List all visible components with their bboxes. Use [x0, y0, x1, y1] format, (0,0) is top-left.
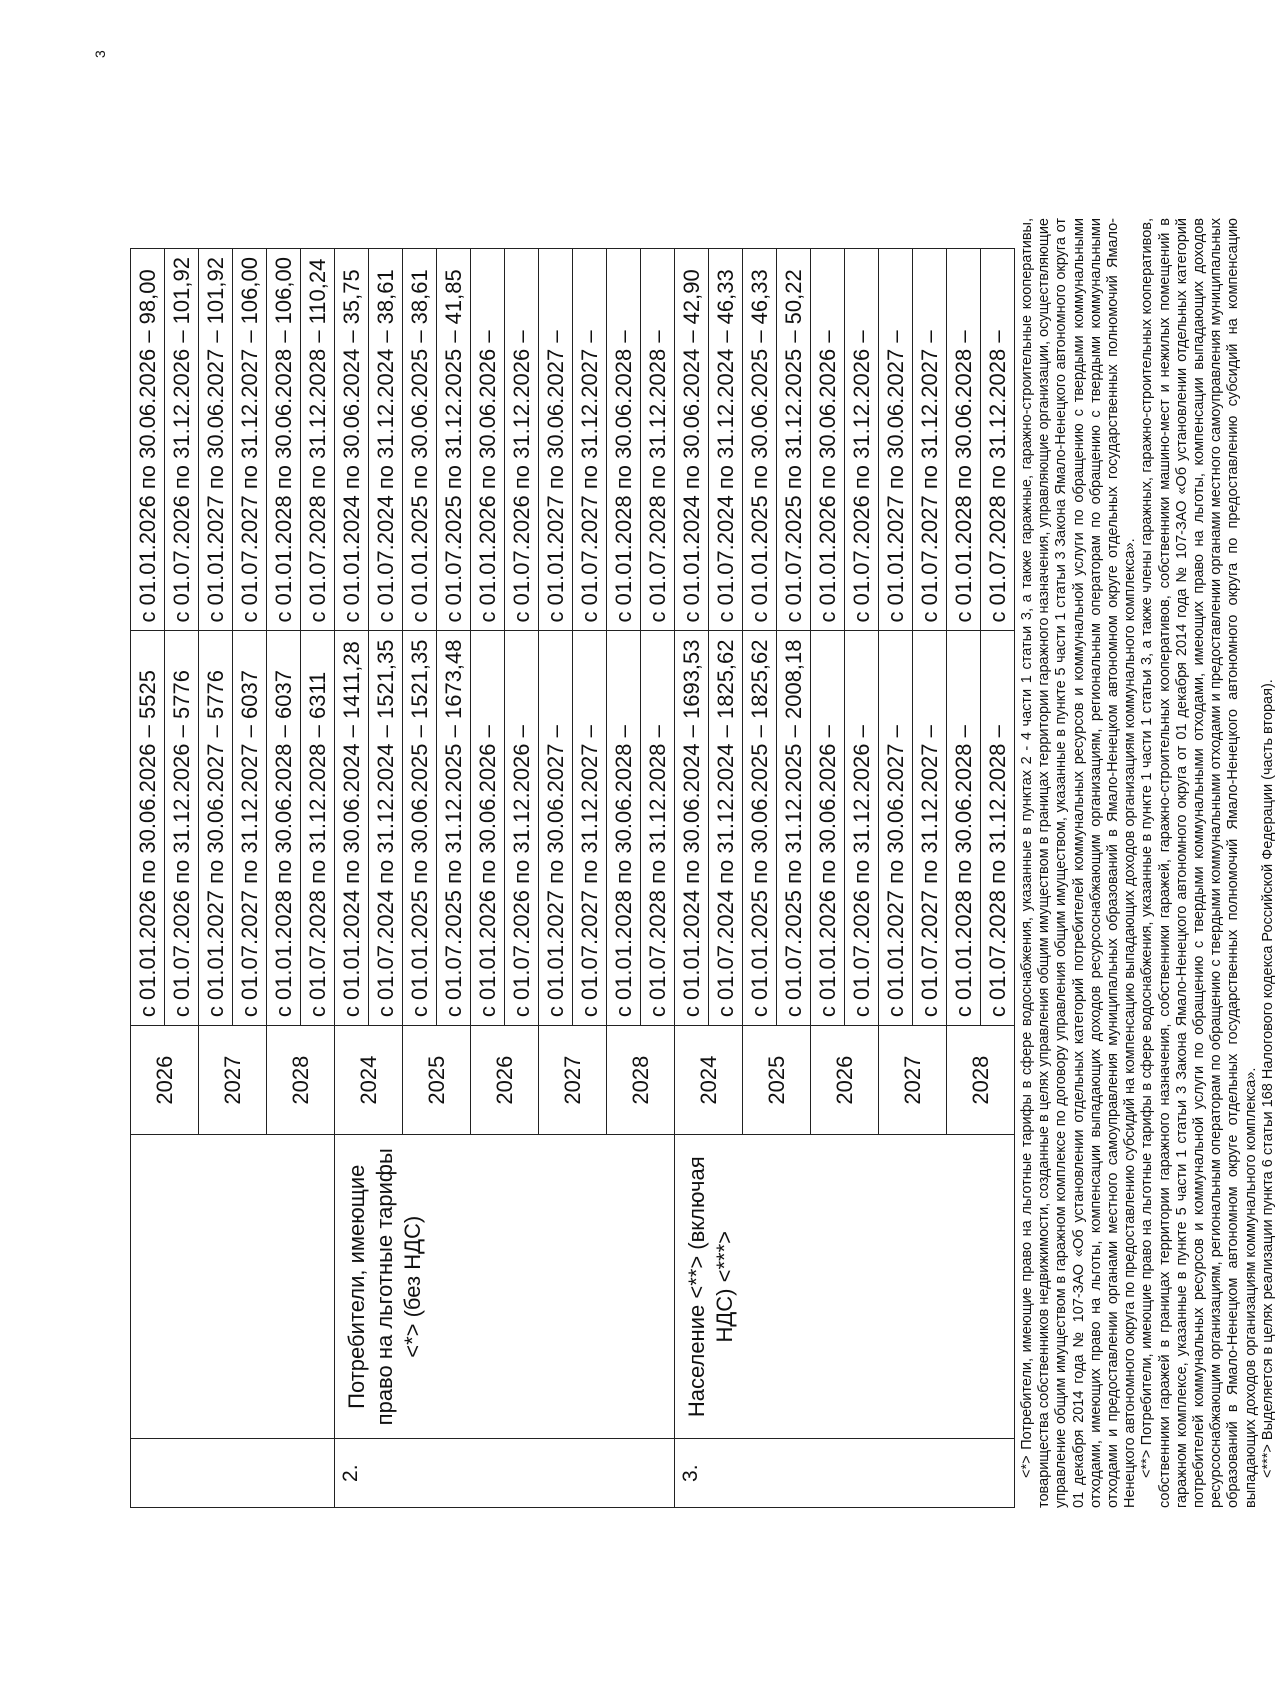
consumer-category	[131, 1135, 335, 1439]
tariff-cell-2: с 01.07.2026 по 31.12.2026 –	[505, 249, 539, 631]
tariff-cell-1: с 01.07.2028 по 31.12.2028 –	[641, 631, 675, 1026]
tariff-cell-2: с 01.01.2026 по 30.06.2026 – 98,00	[131, 249, 165, 631]
tariff-cell-1: с 01.01.2027 по 30.06.2027 –	[879, 631, 913, 1026]
tariff-cell-1: с 01.01.2028 по 30.06.2028 – 6037	[267, 631, 301, 1026]
tariff-cell-1: с 01.07.2026 по 31.12.2026 –	[505, 631, 539, 1026]
tariff-cell-2: с 01.01.2026 по 30.06.2026 –	[471, 249, 505, 631]
tariff-cell-1: с 01.07.2027 по 31.12.2027 –	[913, 631, 947, 1026]
tariff-cell-2: с 01.07.2027 по 31.12.2027 – 106,00	[233, 249, 267, 631]
year-cell: 2025	[743, 1026, 811, 1135]
tariff-cell-2: с 01.07.2026 по 31.12.2026 –	[845, 249, 879, 631]
tariff-cell-1: с 01.01.2025 по 30.06.2025 – 1825,62	[743, 631, 777, 1026]
tariff-cell-1: с 01.07.2026 по 31.12.2026 –	[845, 631, 879, 1026]
consumer-category: Потребители, имеющие право на льготные тарифы <*> (без НДС)	[335, 1135, 675, 1439]
row-number	[131, 1439, 335, 1508]
tariff-cell-1: с 01.07.2027 по 31.12.2027 – 6037	[233, 631, 267, 1026]
page-number: 3	[92, 50, 108, 58]
tariff-cell-1: с 01.01.2026 по 30.06.2026 –	[811, 631, 845, 1026]
tariff-cell-2: с 01.07.2028 по 31.12.2028 –	[641, 249, 675, 631]
tariff-table	[130, 248, 1015, 1508]
row-number: 3.	[675, 1439, 1015, 1508]
tariff-cell-1: с 01.07.2026 по 31.12.2026 – 5776	[165, 631, 199, 1026]
tariff-cell-2: с 01.07.2025 по 31.12.2025 – 50,22	[777, 249, 811, 631]
tariff-cell-1: с 01.01.2026 по 30.06.2026 – 5525	[131, 631, 165, 1026]
year-cell: 2026	[131, 1026, 199, 1135]
tariff-cell-2: с 01.07.2024 по 31.12.2024 – 46,33	[709, 249, 743, 631]
tariff-cell-2: с 01.01.2026 по 30.06.2026 –	[811, 249, 845, 631]
year-cell: 2024	[675, 1026, 743, 1135]
tariff-cell-1: с 01.01.2027 по 30.06.2027 – 5776	[199, 631, 233, 1026]
year-cell: 2027	[879, 1026, 947, 1135]
tariff-cell-2: с 01.07.2028 по 31.12.2028 – 110,24	[301, 249, 335, 631]
year-cell: 2028	[267, 1026, 335, 1135]
tariff-cell-2: с 01.01.2027 по 30.06.2027 –	[879, 249, 913, 631]
tariff-cell-1: с 01.07.2028 по 31.12.2028 – 6311	[301, 631, 335, 1026]
tariff-cell-2: с 01.07.2025 по 31.12.2025 – 41,85	[437, 249, 471, 631]
tariff-cell-1: с 01.01.2026 по 30.06.2026 –	[471, 631, 505, 1026]
tariff-cell-1: с 01.01.2024 по 30.06.2024 – 1693,53	[675, 631, 709, 1026]
tariff-cell-1: с 01.07.2028 по 31.12.2028 –	[981, 631, 1015, 1026]
year-cell: 2024	[335, 1026, 403, 1135]
tariff-cell-2: с 01.07.2026 по 31.12.2026 – 101,92	[165, 249, 199, 631]
year-cell: 2028	[607, 1026, 675, 1135]
tariff-cell-1: с 01.07.2025 по 31.12.2025 – 2008,18	[777, 631, 811, 1026]
document-content	[130, 208, 1277, 1508]
tariff-cell-2: с 01.07.2027 по 31.12.2027 –	[573, 249, 607, 631]
tariff-cell-2: с 01.01.2027 по 30.06.2027 –	[539, 249, 573, 631]
tariff-cell-2: с 01.01.2027 по 30.06.2027 – 101,92	[199, 249, 233, 631]
tariff-cell-1: с 01.07.2024 по 31.12.2024 – 1825,62	[709, 631, 743, 1026]
tariff-cell-1: с 01.07.2025 по 31.12.2025 – 1673,48	[437, 631, 471, 1026]
year-cell: 2027	[539, 1026, 607, 1135]
year-cell: 2028	[947, 1026, 1015, 1135]
year-cell: 2026	[471, 1026, 539, 1135]
tariff-cell-1: с 01.01.2028 по 30.06.2028 –	[947, 631, 981, 1026]
tariff-cell-1: с 01.01.2025 по 30.06.2025 – 1521,35	[403, 631, 437, 1026]
tariff-cell-2: с 01.01.2025 по 30.06.2025 – 46,33	[743, 249, 777, 631]
table-row	[675, 249, 709, 1508]
year-cell: 2027	[199, 1026, 267, 1135]
tariff-cell-1: с 01.01.2024 по 30.06.2024 – 1411,28	[335, 631, 369, 1026]
table-row	[131, 249, 165, 1508]
tariff-cell-1: с 01.01.2028 по 30.06.2028 –	[607, 631, 641, 1026]
footnote-1: <*> Потребители, имеющие право на льготные тарифы в сфере водоснабжения, указанные в пунктах 2 - 4 части 1 статьи 3, а также гаражные, гаражно-строительные кооперативы, товарищества собственников недвижимости, созданные в целях управления общим имуществом в границах территории гаражного назначения, управляющие организации, осуществляющие управление общим имуществом в гаражном комплексе по договору управления общим имуществом, указанные в пункте 5 части 1 статьи 3 Закона Ямало-Ненецкого автономного округа от 01 декабря 2014 года № 107-ЗАО «Об установлении отдельных категорий потребителей коммунальных ресурсов и коммунальной услуги по обращению с твердыми коммунальными отходами, имеющих право на льготы, компенсации выпадающих доходов ресурсоснабжающим организациям, региональным операторам по обращению с твердыми коммунальными отходами и предоставлении органами местного самоуправления муниципальных образований в Ямало-Ненецком автономном округе отдельных государственных полномочий Ямало-Ненецкого автономного округа по предоставлению субсидий на компенсацию выпадающих доходов организациям коммунального комплекса».	[1019, 218, 1139, 1508]
tariff-cell-2: с 01.07.2028 по 31.12.2028 –	[981, 249, 1015, 631]
tariff-cell-2: с 01.01.2028 по 30.06.2028 – 106,00	[267, 249, 301, 631]
footnote-2: <**> Потребители, имеющие право на льготные тарифы в сфере водоснабжения, указанные в пункте 1 части 1 статьи 3, а также члены гаражных, гаражно-строительных кооперативов, собственники гаражей в границах территории гаражного назначения, собственники гаражей, гаражно-строительных кооперативов, собственники машино-мест и нежилых помещений в гаражном комплексе, указанные в пункте 5 части 1 статьи 3 Закона Ямало-Ненецкого автономного округа от 01 декабря 2014 года № 107-ЗАО «Об установлении отдельных категорий потребителей коммунальных ресурсов и коммунальной услуги по обращению с твердыми коммунальными отходами, имеющих право на льготы, компенсации выпадающих доходов ресурсоснабжающим организациям, региональным операторам по обращению с твердыми коммунальными отходами и предоставлении органами местного самоуправления муниципальных образований в Ямало-Ненецком автономном округе отдельных государственных полномочий Ямало-Ненецкого автономного округа по предоставлению субсидий на компенсацию выпадающих доходов организациям коммунального комплекса».	[1139, 218, 1259, 1508]
footnotes	[1019, 218, 1277, 1508]
tariff-cell-1: с 01.07.2027 по 31.12.2027 –	[573, 631, 607, 1026]
tariff-cell-1: с 01.07.2024 по 31.12.2024 – 1521,35	[369, 631, 403, 1026]
tariff-cell-2: с 01.01.2025 по 30.06.2025 – 38,61	[403, 249, 437, 631]
year-cell: 2025	[403, 1026, 471, 1135]
tariff-cell-1: с 01.01.2027 по 30.06.2027 –	[539, 631, 573, 1026]
tariff-cell-2: с 01.01.2028 по 30.06.2028 –	[607, 249, 641, 631]
footnote-3: <***> Выделяется в целях реализации пункта 6 статьи 168 Налогового кодекса Российской Федерации (часть вторая).	[1259, 679, 1276, 1478]
year-cell: 2026	[811, 1026, 879, 1135]
tariff-cell-2: с 01.07.2024 по 31.12.2024 – 38,61	[369, 249, 403, 631]
tariff-cell-2: с 01.07.2027 по 31.12.2027 –	[913, 249, 947, 631]
tariff-cell-2: с 01.01.2024 по 30.06.2024 – 42,90	[675, 249, 709, 631]
row-number: 2.	[335, 1439, 675, 1508]
consumer-category: Население <**> (включая НДС) <***>	[675, 1135, 1015, 1439]
table-row	[335, 249, 369, 1508]
tariff-cell-2: с 01.01.2028 по 30.06.2028 –	[947, 249, 981, 631]
tariff-cell-2: с 01.01.2024 по 30.06.2024 – 35,75	[335, 249, 369, 631]
